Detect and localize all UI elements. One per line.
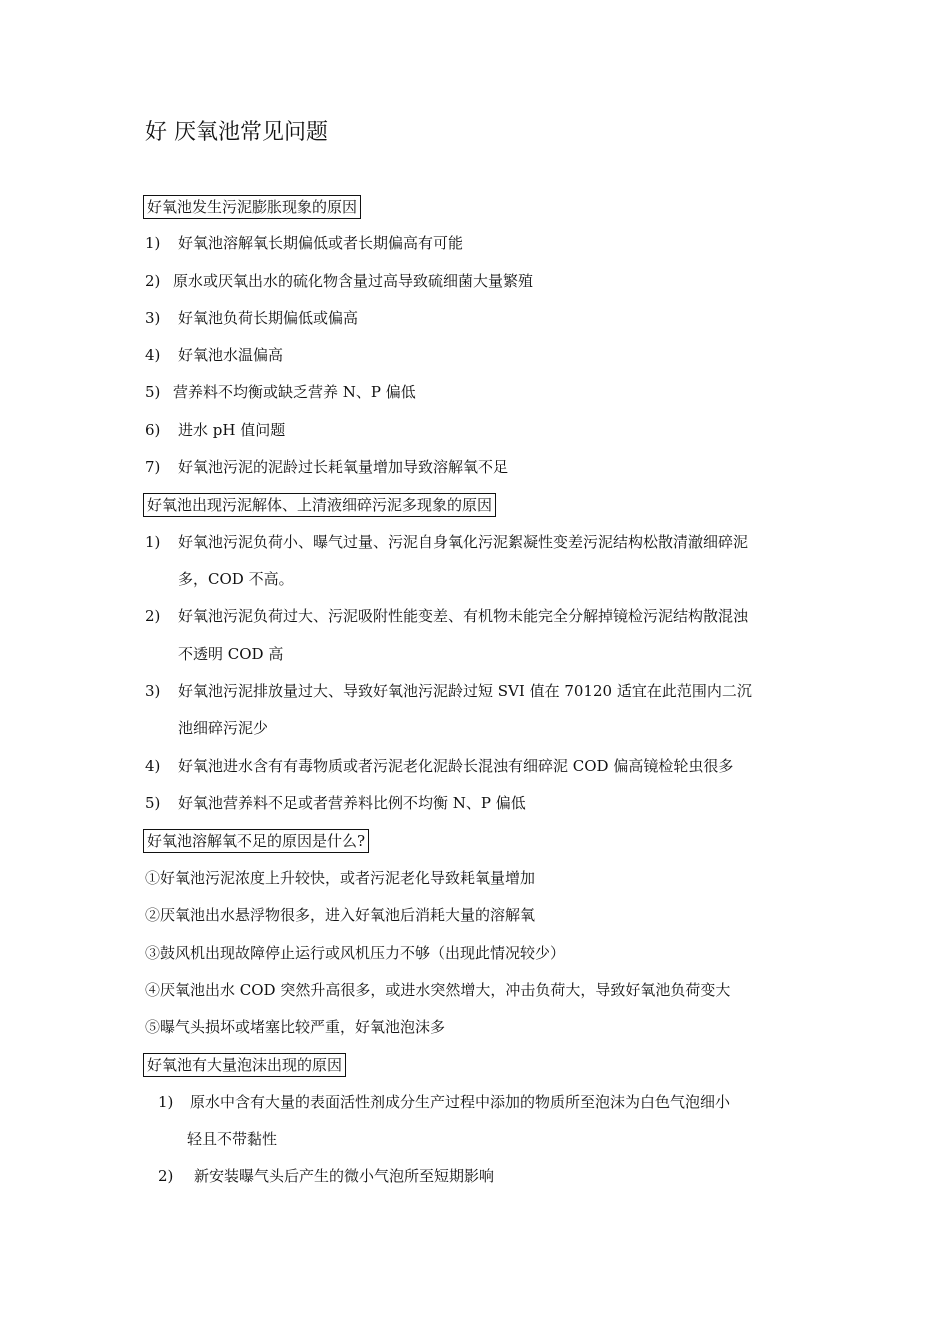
list-item-number: 4) <box>145 757 161 775</box>
list-item: ①好氧池污泥浓度上升较快，或者污泥老化导致耗氧量增加 <box>145 869 536 887</box>
page-title: 好 厌氧池常见问题 <box>145 120 328 145</box>
list-item: ③鼓风机出现故障停止运行或风机压力不够（出现此情况较少） <box>145 944 566 962</box>
list-item-number: 4) <box>145 346 161 364</box>
list-item: 原水或厌氧出水的硫化物含量过高导致硫细菌大量繁殖 <box>173 272 534 290</box>
list-item: 好氧池进水含有有毒物质或者污泥老化泥龄长混浊有细碎泥 COD 偏高镜检轮虫很多 <box>178 757 734 775</box>
list-item: 好氧池溶解氧长期偏低或者长期偏高有可能 <box>178 234 464 252</box>
list-item-continuation: 轻且不带黏性 <box>187 1130 278 1148</box>
list-item-continuation: 多，COD 不高。 <box>178 570 294 588</box>
list-item-continuation: 池细碎污泥少 <box>178 719 269 737</box>
list-item-number: 7) <box>145 458 161 476</box>
list-item-number: 2) <box>145 607 161 625</box>
list-item: 原水中含有大量的表面活性剂成分生产过程中添加的物质所至泡沫为白色气泡细小 <box>190 1093 731 1111</box>
list-item-continuation: 不透明 COD 高 <box>178 645 284 663</box>
list-item: 好氧池水温偏高 <box>178 346 284 364</box>
list-item: 好氧池污泥负荷小、曝气过量、污泥自身氧化污泥絮凝性变差污泥结构松散清澈细碎泥 <box>178 533 749 551</box>
list-item-number: 1) <box>158 1093 174 1111</box>
list-item: 好氧池负荷长期偏低或偏高 <box>178 309 359 327</box>
list-item: 好氧池营养料不足或者营养料比例不均衡 N、P 偏低 <box>178 794 526 812</box>
list-item-number: 1) <box>145 533 161 551</box>
section-heading-dissolved-oxygen: 好氧池溶解氧不足的原因是什么? <box>143 829 369 853</box>
section-heading-foam: 好氧池有大量泡沫出现的原因 <box>143 1053 346 1077</box>
list-item: 好氧池污泥排放量过大、导致好氧池污泥龄过短 SVI 值在 70120 适宜在此范围内二沉 <box>178 682 752 700</box>
list-item-number: 6) <box>145 421 161 439</box>
list-item-number: 1) <box>145 234 161 252</box>
list-item: 好氧池污泥的泥龄过长耗氧量增加导致溶解氧不足 <box>178 458 509 476</box>
section-heading-sludge-disintegration: 好氧池出现污泥解体、上清液细碎污泥多现象的原因 <box>143 493 496 517</box>
list-item-number: 3) <box>145 682 161 700</box>
list-item-number: 3) <box>145 309 161 327</box>
list-item-number: 5) <box>145 383 161 401</box>
list-item-number: 5) <box>145 794 161 812</box>
list-item: 营养料不均衡或缺乏营养 N、P 偏低 <box>173 383 416 401</box>
list-item: 新安装曝气头后产生的微小气泡所至短期影响 <box>194 1167 495 1185</box>
list-item: 好氧池污泥负荷过大、污泥吸附性能变差、有机物未能完全分解掉镜检污泥结构散混浊 <box>178 607 749 625</box>
list-item: 进水 pH 值问题 <box>178 421 286 439</box>
list-item: ②厌氧池出水悬浮物很多，进入好氧池后消耗大量的溶解氧 <box>145 906 536 924</box>
list-item-number: 2) <box>145 272 161 290</box>
list-item: ⑤曝气头损坏或堵塞比较严重，好氧池泡沫多 <box>145 1018 446 1036</box>
list-item-number: 2) <box>158 1167 174 1185</box>
section-heading-sludge-bulking: 好氧池发生污泥膨胀现象的原因 <box>143 195 361 219</box>
list-item: ④厌氧池出水 COD 突然升高很多，或进水突然增大，冲击负荷大，导致好氧池负荷变大 <box>145 981 731 999</box>
